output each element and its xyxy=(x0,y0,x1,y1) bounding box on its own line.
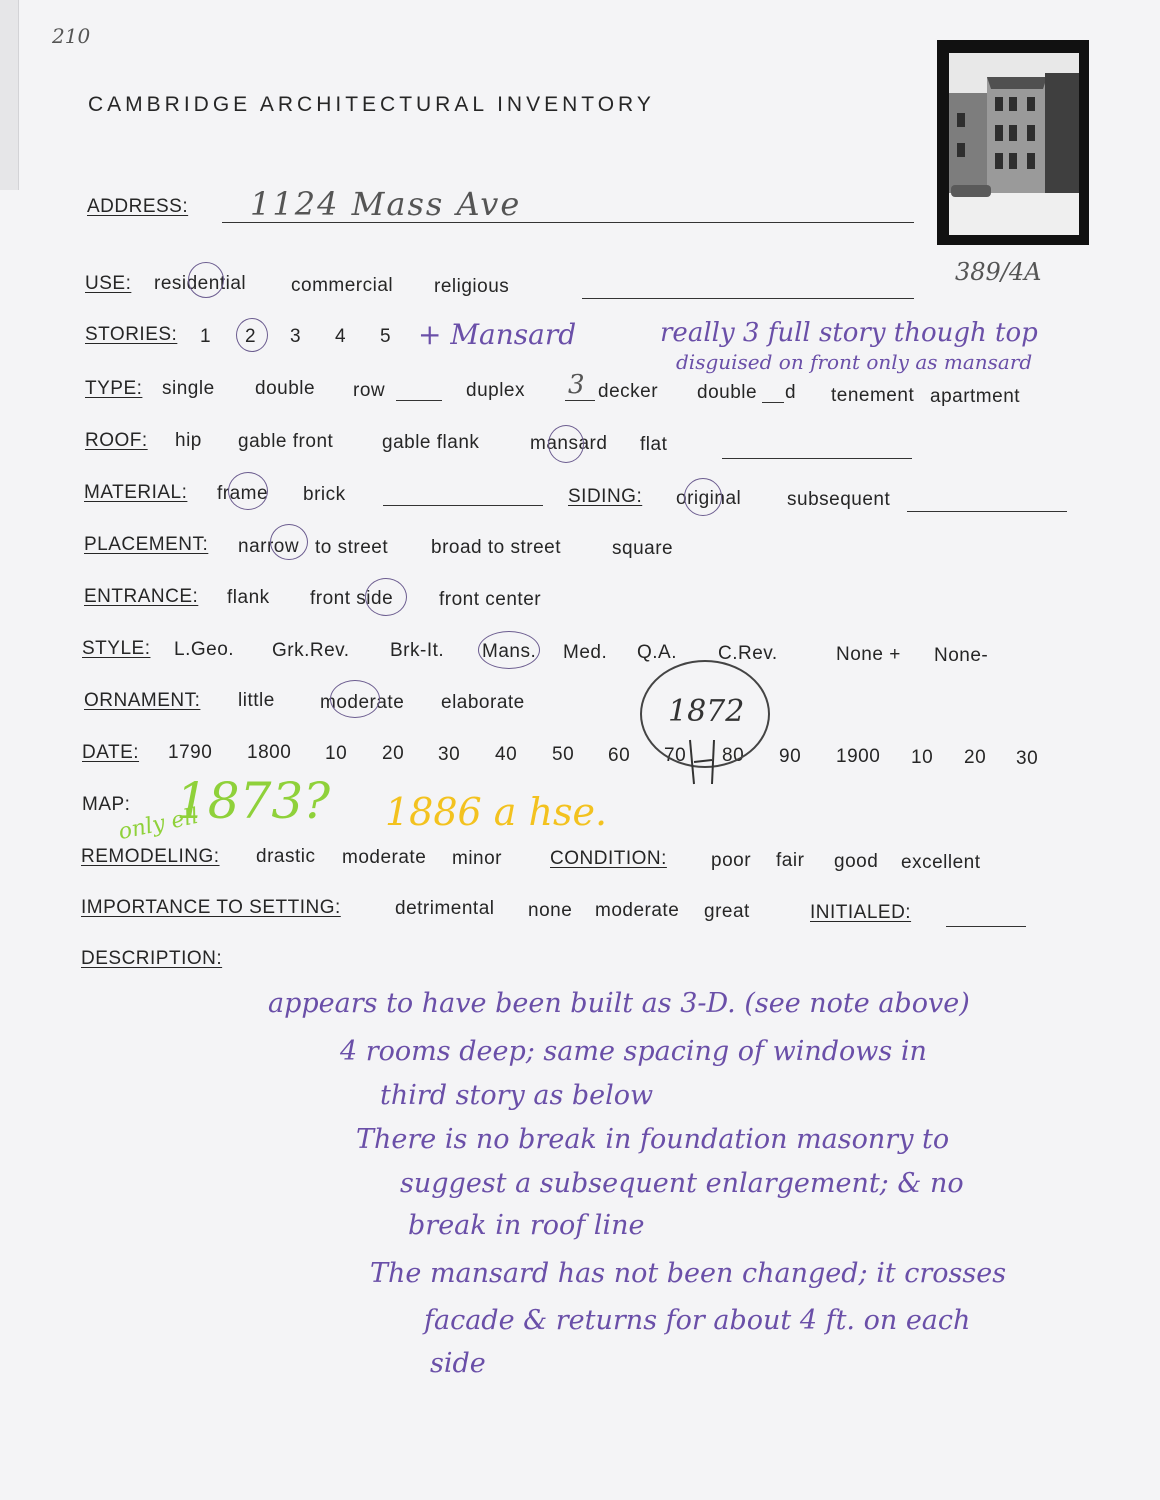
initialed-blank xyxy=(946,926,1026,927)
entrance-option-front-side: front side xyxy=(310,588,394,609)
type-row-blank xyxy=(396,400,442,401)
date-option: 20 xyxy=(382,743,405,764)
style-option-grkrev: Grk.Rev. xyxy=(272,640,350,661)
selection-circle xyxy=(270,524,308,560)
date-option: 30 xyxy=(438,744,461,765)
selection-circle xyxy=(228,472,268,510)
date-option: 1900 xyxy=(836,746,881,767)
map-note-small: only ell xyxy=(116,803,201,846)
stories-option-4: 4 xyxy=(335,326,347,347)
stories-option-3: 3 xyxy=(290,326,302,347)
date-option-70: 70 xyxy=(664,745,687,766)
importance-option-moderate: moderate xyxy=(595,900,680,921)
description-line: suggest a subsequent enlargement; & no xyxy=(400,1168,964,1199)
placement-option-narrow: narrow xyxy=(238,536,300,557)
roof-option-gable-flank: gable flank xyxy=(382,432,480,453)
roof-option-flat: flat xyxy=(640,434,668,455)
date-option-80: 80 xyxy=(722,745,745,766)
type-option-decker: decker xyxy=(598,381,659,402)
date-option: 10 xyxy=(325,743,348,764)
date-option: 1800 xyxy=(247,742,292,763)
importance-option-great: great xyxy=(704,901,750,922)
roof-blank xyxy=(722,458,912,459)
style-option-lgeo: L.Geo. xyxy=(174,639,235,660)
stories-note-2: disguised on front only as mansard xyxy=(676,350,1033,374)
map-label: MAP: xyxy=(82,794,131,815)
use-blank xyxy=(582,298,914,299)
use-option-commercial: commercial xyxy=(291,275,394,296)
type-option-apartment: apartment xyxy=(930,386,1021,407)
description-line: 4 rooms deep; same spacing of windows in xyxy=(340,1036,927,1067)
remodeling-option-drastic: drastic xyxy=(256,846,316,867)
style-option-none-plus: None + xyxy=(836,644,901,665)
date-option: 50 xyxy=(552,744,575,765)
stories-option-2: 2 xyxy=(245,326,257,347)
importance-option-detrimental: detrimental xyxy=(395,898,495,919)
style-label: STYLE: xyxy=(82,638,151,659)
placement-option-broad: broad to street xyxy=(431,537,562,558)
condition-option-fair: fair xyxy=(776,850,805,871)
address-value: 1124 Mass Ave xyxy=(250,185,522,223)
date-option: 90 xyxy=(779,746,802,767)
selection-circle xyxy=(548,425,584,463)
type-option-d: d xyxy=(785,382,797,403)
material-option-frame: frame xyxy=(217,483,269,504)
importance-option-none: none xyxy=(528,900,573,921)
remodeling-option-minor: minor xyxy=(452,848,503,869)
selection-circle xyxy=(330,680,380,718)
ornament-option-moderate: moderate xyxy=(320,692,405,713)
type-option-double: double xyxy=(255,378,316,399)
stories-note-1: really 3 full story though top xyxy=(660,318,1038,348)
use-option-religious: religious xyxy=(434,276,510,297)
date-option: 60 xyxy=(608,745,631,766)
style-option-none-minus: None- xyxy=(934,645,989,666)
description-line: The mansard has not been changed; it crosses xyxy=(370,1258,1007,1289)
placement-option-square: square xyxy=(612,538,674,559)
roof-option-hip: hip xyxy=(175,430,202,451)
stories-option-5: 5 xyxy=(380,326,392,347)
siding-label: SIDING: xyxy=(568,486,643,507)
entrance-option-flank: flank xyxy=(227,587,270,608)
style-option-qa: Q.A. xyxy=(637,642,678,663)
roof-option-gable-front: gable front xyxy=(238,431,334,452)
selection-circle xyxy=(365,578,407,616)
ornament-label: ORNAMENT: xyxy=(84,690,201,711)
description-line: side xyxy=(430,1348,486,1379)
selection-circle xyxy=(684,478,722,516)
roof-label: ROOF: xyxy=(85,430,148,451)
importance-label: IMPORTANCE TO SETTING: xyxy=(81,897,341,918)
style-option-crev: C.Rev. xyxy=(718,643,778,664)
selection-circle xyxy=(236,318,268,352)
material-blank xyxy=(383,505,543,506)
date-range-marks xyxy=(680,738,740,788)
type-option-double-d: double xyxy=(697,382,758,403)
type-option-tenement: tenement xyxy=(831,385,915,406)
folded-page-corner xyxy=(0,0,19,190)
selection-circle xyxy=(478,631,540,669)
address-label: ADDRESS: xyxy=(87,196,189,217)
style-option-med: Med. xyxy=(563,642,608,663)
siding-option-original: original xyxy=(676,488,742,509)
siding-option-subsequent: subsequent xyxy=(787,489,891,510)
date-label: DATE: xyxy=(82,742,140,763)
description-line: break in roof line xyxy=(408,1210,645,1241)
style-option-mans: Mans. xyxy=(482,641,537,662)
date-handwritten-year: 1872 xyxy=(668,694,745,729)
date-option: 30 xyxy=(1016,748,1039,769)
description-label: DESCRIPTION: xyxy=(81,948,223,969)
condition-option-poor: poor xyxy=(711,850,752,871)
type-label: TYPE: xyxy=(85,378,143,399)
condition-option-good: good xyxy=(834,851,879,872)
stories-option-1: 1 xyxy=(200,326,212,347)
corner-note: 210 xyxy=(52,24,91,48)
placement-option-to-street: to street xyxy=(315,537,389,558)
roof-option-mansard: mansard xyxy=(530,433,608,454)
placement-label: PLACEMENT: xyxy=(84,534,209,555)
type-option-duplex: duplex xyxy=(466,380,525,401)
entrance-option-front-center: front center xyxy=(439,589,542,610)
remodeling-option-moderate: moderate xyxy=(342,847,427,868)
type-option-single: single xyxy=(162,378,215,399)
ornament-option-elaborate: elaborate xyxy=(441,692,525,713)
type-decker-blank xyxy=(565,400,595,401)
condition-option-excellent: excellent xyxy=(901,852,981,873)
type-option-row: row xyxy=(353,380,386,401)
stories-note-mansard: + Mansard xyxy=(418,318,577,351)
condition-label: CONDITION: xyxy=(550,848,667,869)
use-option-residential: residential xyxy=(154,273,247,294)
date-option: 1790 xyxy=(168,742,213,763)
map-note-yellow: 1886 a hse. xyxy=(385,790,608,834)
material-option-brick: brick xyxy=(303,484,346,505)
stories-label: STORIES: xyxy=(85,324,178,345)
initialed-label: INITIALED: xyxy=(810,902,912,923)
selection-circle xyxy=(188,262,224,298)
ornament-option-little: little xyxy=(238,690,275,711)
siding-blank xyxy=(907,511,1067,512)
use-label: USE: xyxy=(85,273,132,294)
description-line: appears to have been built as 3-D. (see note above) xyxy=(268,988,970,1019)
map-note-green: 1873? xyxy=(176,772,331,830)
description-line: facade & returns for about 4 ft. on each xyxy=(424,1305,971,1336)
photo-number: 389/4A xyxy=(955,258,1042,286)
entrance-label: ENTRANCE: xyxy=(84,586,199,607)
material-label: MATERIAL: xyxy=(84,482,188,503)
type-double-blank xyxy=(762,402,784,403)
form-title: CAMBRIDGE ARCHITECTURAL INVENTORY xyxy=(88,93,655,116)
date-option: 10 xyxy=(911,747,934,768)
remodeling-label: REMODELING: xyxy=(81,846,220,867)
date-option: 40 xyxy=(495,744,518,765)
description-line: third story as below xyxy=(380,1080,654,1111)
type-decker-fill: 3 xyxy=(568,370,585,400)
style-option-brkit: Brk-It. xyxy=(390,640,445,661)
date-option: 20 xyxy=(964,747,987,768)
description-line: There is no break in foundation masonry to xyxy=(356,1124,950,1155)
house-photo xyxy=(949,53,1079,235)
